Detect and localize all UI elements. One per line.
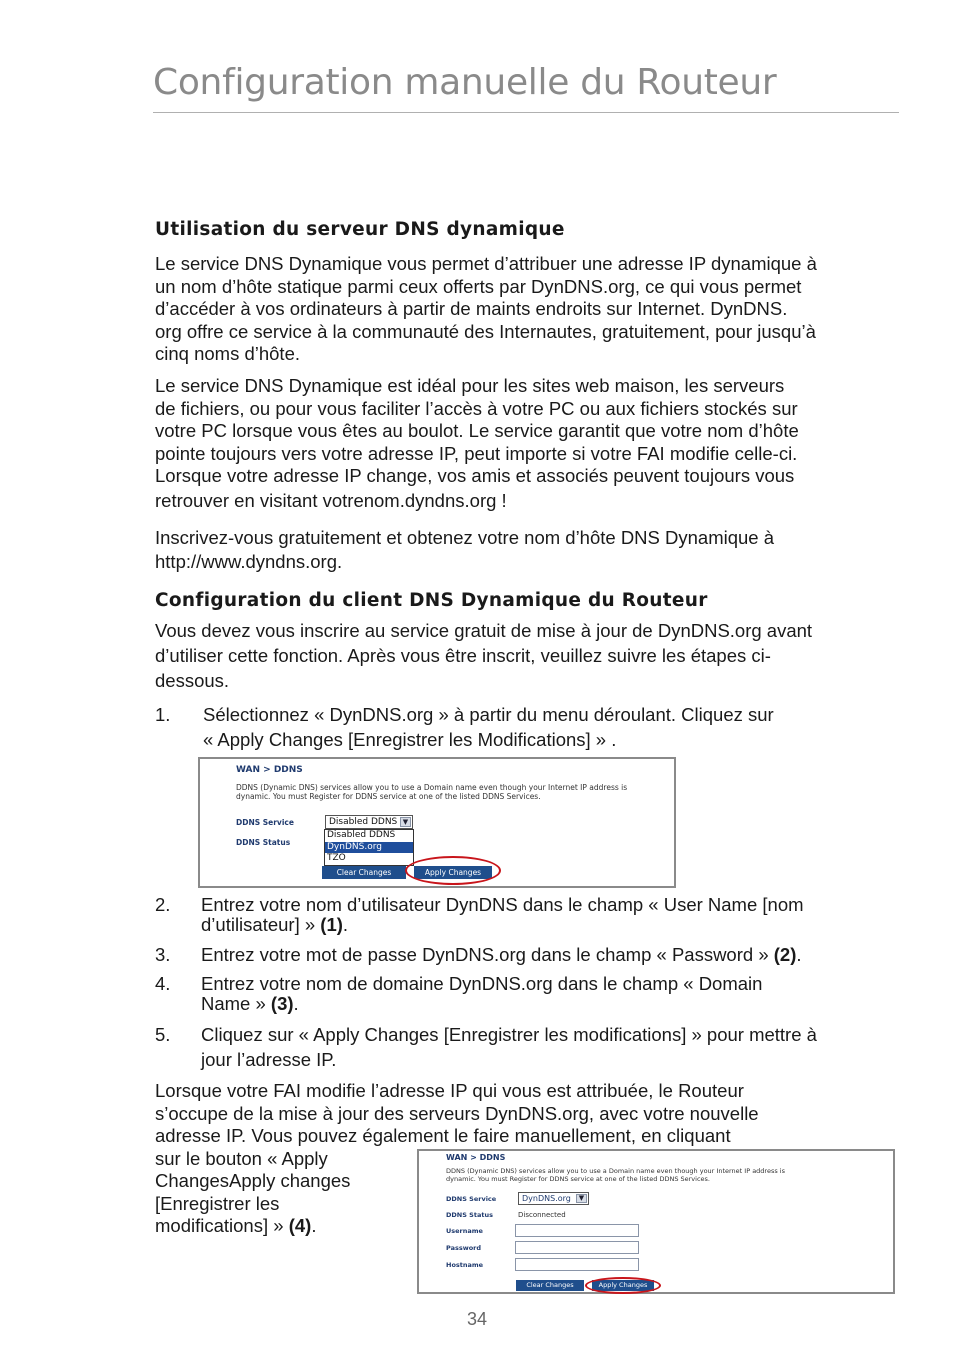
text-line: adresse IP. Vous pouvez également le faire manuellement, en cliquant [155,1125,731,1146]
step-number: 5. [155,1024,171,1045]
text-line: cinq noms d’hôte. [155,343,301,364]
ddns-screenshot-dropdown [198,757,676,888]
ddns-service-label: DDNS Service [236,818,294,827]
text-line: DDNS (Dynamic DNS) services allow you to use a Domain name even though your Internet IP address is [236,783,628,792]
step-number: 3. [155,944,171,965]
chevron-down-icon[interactable]: ▼ [400,817,411,827]
text-line: un nom d’hôte statique parmi ceux offerts par DynDNS.org, ce qui vous permet [155,275,802,297]
text-line: Lorsque votre adresse IP change, vos amis et associés peuvent toujours vous [155,465,795,486]
ddns-description [236,783,627,801]
apply-changes-button[interactable]: Apply Changes [414,866,492,879]
page-header-title: Configuration manuelle du Routeur [153,62,777,103]
step-text [203,702,895,752]
step-1 [155,702,895,752]
text-line: d’utiliser cette fonction. Après vous être inscrit, veuillez suivre les étapes ci- [155,645,771,666]
callout-4: (4) [288,1215,312,1236]
ddns-service-options[interactable] [324,829,414,866]
ddns-description [446,1167,785,1183]
text-line: http://www.dyndns.org. [155,551,343,572]
text-line: dessous. [155,670,230,691]
hostname-field[interactable] [515,1258,639,1271]
text-line: Vous devez vous inscrire au service gratuit de mise à jour de DynDNS.org avant [155,620,813,641]
callout-3: (3) [270,993,294,1014]
punctuation: . [342,914,349,935]
username-label: Username [446,1227,483,1235]
text-line: « Apply Changes [Enregistrer les Modifications] » . [203,729,617,750]
punctuation: . [293,993,299,1014]
step-3 [155,944,895,967]
ddns-status-label: DDNS Status [446,1211,493,1219]
step-5 [155,1022,895,1072]
text-line: Entrez votre nom d’utilisateur DynDNS dans le champ « User Name [nom [201,894,804,915]
text-line: dynamic. You must Register for DDNS service at one of the listed DDNS Services. [446,1175,710,1183]
step-text [201,895,895,935]
text-line: [Enregistrer les [155,1192,280,1214]
text-line: pointe toujours vers votre adresse IP, peut importe si votre FAI modifie celle-ci. [155,442,798,464]
step-number: 2. [155,894,171,915]
clear-changes-button[interactable]: Clear Changes [322,866,406,879]
text-line: Sélectionnez « DynDNS.org » à partir du menu déroulant. Cliquez sur [203,704,774,725]
username-field[interactable] [515,1224,639,1237]
hostname-label: Hostname [446,1261,484,1269]
ddns-service-select[interactable] [518,1192,589,1205]
section-heading-dns: Utilisation du serveur DNS dynamique [155,219,565,240]
text-line: Entrez votre mot de passe DynDNS.org dans le champ « Password » [201,944,774,965]
text-line: de fichiers, ou pour vous faciliter l’accès à votre PC ou aux fichiers stockés sur [155,397,798,419]
text-line: d’utilisateur] » [201,914,321,935]
text-line: Entrez votre nom de domaine DynDNS.org dans le champ « Domain [201,973,763,994]
select-value: DynDNS.org [522,1194,571,1203]
text-line: dynamic. You must Register for DDNS service at one of the listed DDNS Services. [236,792,541,801]
text-line: Cliquez sur « Apply Changes [Enregistrer les modifications] » pour mettre à [201,1024,817,1045]
ddns-service-label: DDNS Service [446,1195,497,1203]
step-2 [155,895,895,935]
text-line: Name » [201,993,271,1014]
text-line: Inscrivez-vous gratuitement et obtenez votre nom d’hôte DNS Dynamique à [155,527,775,548]
text-line: Le service DNS Dynamique est idéal pour les sites web maison, les serveurs [155,375,785,396]
highlight-oval [405,856,501,885]
step-number: 1. [155,704,171,725]
text-line: sur le bouton « Apply [155,1147,328,1169]
option-disabled-ddns[interactable]: Disabled DDNS [327,830,396,840]
step-number: 4. [155,973,171,994]
select-value: Disabled DDNS [329,817,398,827]
option-dyndns[interactable]: DynDNS.org [325,842,413,854]
text-line: Le service DNS Dynamique vous permet d’attribuer une adresse IP dynamique à [155,253,817,274]
ddns-screenshot-config [417,1149,895,1294]
paragraph-usage [155,375,890,512]
punctuation: . [796,944,802,965]
chevron-down-icon[interactable]: ▼ [576,1194,587,1203]
clear-changes-button[interactable]: Clear Changes [516,1280,584,1291]
text-line: modifications] » [155,1215,289,1236]
text-line: ChangesApply changes [155,1170,351,1191]
callout-1: (1) [320,914,343,935]
breadcrumb: WAN > DDNS [446,1153,506,1162]
highlight-oval [585,1277,661,1294]
password-field[interactable] [515,1241,639,1254]
page-number: 34 [466,1309,488,1329]
text-line: jour l’adresse IP. [201,1049,337,1070]
paragraph-client [155,618,890,693]
text-line: Lorsque votre FAI modifie l’adresse IP qui vous est attribuée, le Routeur [155,1080,744,1101]
step-text [201,1022,895,1072]
text-line [201,994,895,1014]
step-4 [155,974,895,1014]
option-tzo[interactable]: TZO [327,853,346,863]
text-line [201,915,895,935]
ddns-status-label: DDNS Status [236,838,291,847]
ddns-service-select[interactable] [325,815,413,829]
text-line: retrouver en visitant votrenom.dyndns.org ! [155,489,507,511]
breadcrumb: WAN > DDNS [236,765,303,775]
punctuation: . [311,1215,317,1236]
callout-2: (2) [773,944,797,965]
section-heading-client: Configuration du client DNS Dynamique du Routeur [155,590,708,611]
apply-changes-button[interactable]: Apply Changes [592,1280,654,1291]
step-text [201,974,895,1014]
text-line: d’accéder à vos ordinateurs à partir de maints endroits sur Internet. DynDNS. [155,298,788,319]
step-text [201,944,895,967]
paragraph-register [155,526,890,574]
password-label: Password [446,1244,482,1252]
text-line: DDNS (Dynamic DNS) services allow you to use a Domain name even though your Internet IP address is [446,1167,785,1175]
ddns-status-value: Disconnected [518,1211,566,1219]
text-line: votre PC lorsque vous êtes au boulot. Le service garantit que votre nom d’hôte [155,420,799,441]
text-line: org offre ce service à la communauté des Internautes, gratuitement, pour jusqu’à [155,320,816,342]
text-line: s’occupe de la mise à jour des serveurs DynDNS.org, avec votre nouvelle [155,1102,759,1124]
header-divider [153,112,899,113]
paragraph-intro [155,253,890,366]
